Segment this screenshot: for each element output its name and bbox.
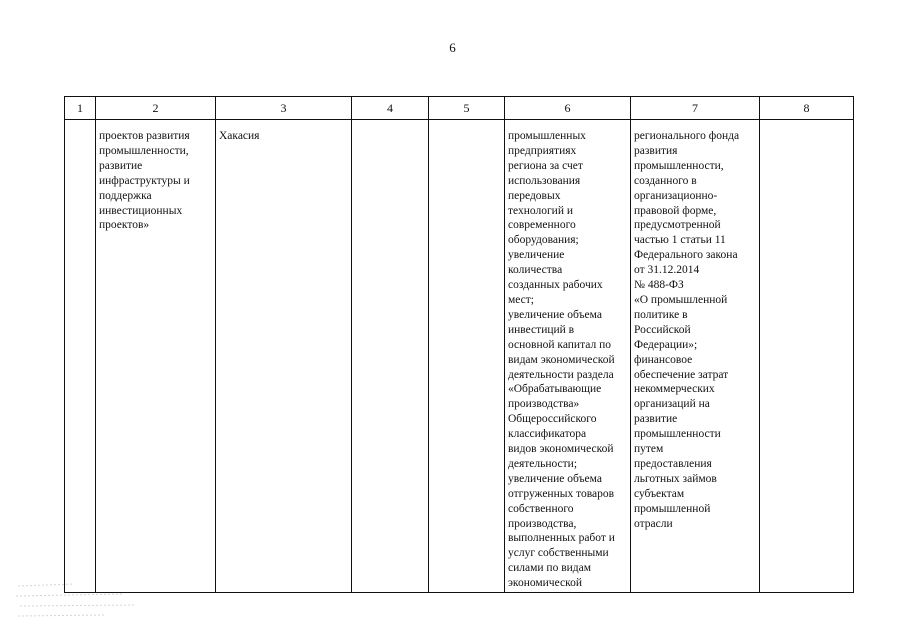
table-header-row [65,97,854,120]
column-header-1: 1 [65,97,96,120]
table-cell-col1 [65,120,96,593]
column-header-2: 2 [96,97,216,120]
cell-text-col5 [429,120,504,583]
table-cell-col6 [505,120,631,593]
cell-text-col4 [352,120,428,583]
table-cell-col8 [760,120,854,593]
table-cell-col5 [429,120,505,593]
cell-text-col3: Хакасия [219,130,260,142]
document-table [64,96,854,593]
table-cell-col3 [216,120,352,593]
column-header-5: 5 [429,97,505,120]
cell-text-col2: проектов развития промышленности, развитие инфраструктуры и поддержка инвестиционных проектов» [99,130,190,232]
cell-text-col1 [65,120,95,583]
table-row [65,120,854,593]
column-header-7: 7 [631,97,760,120]
table-cell-col4 [352,120,429,593]
column-header-4: 4 [352,97,429,120]
page-number: 6 [449,40,456,55]
table-cell-col2 [96,120,216,593]
cell-text-col7: регионального фонда развития промышленности, созданного в организационно- правовой форме, предусмотренной частью 1 статьи 11 Федерального закона от 31.12.2014 № 488-ФЗ «О промышленной политике в Российской Федерации»; финансовое обеспечение затрат некоммерческих организаций на развитие промышленности путем предоставления льготных займов субъектам промышленной отрасли [634,130,740,530]
cell-text-col6: промышленных предприятиях региона за счет использования передовых технологий и современного оборудования; увеличение количества созданных рабочих мест; увеличение объема инвестиций в основной капитал по видам экономической деятельности раздела «Обрабатывающие производства» Общероссийского классификатора видов экономической деятельности; увеличение объема отгруженных товаров собственного производства, выполненных работ и услуг собственными силами по видам экономической [508,130,615,590]
column-header-8: 8 [760,97,854,120]
table-cell-col7 [631,120,760,593]
column-header-3: 3 [216,97,352,120]
column-header-6: 6 [505,97,631,120]
scan-stamp-artifact [14,578,138,620]
cell-text-col8 [760,120,853,583]
